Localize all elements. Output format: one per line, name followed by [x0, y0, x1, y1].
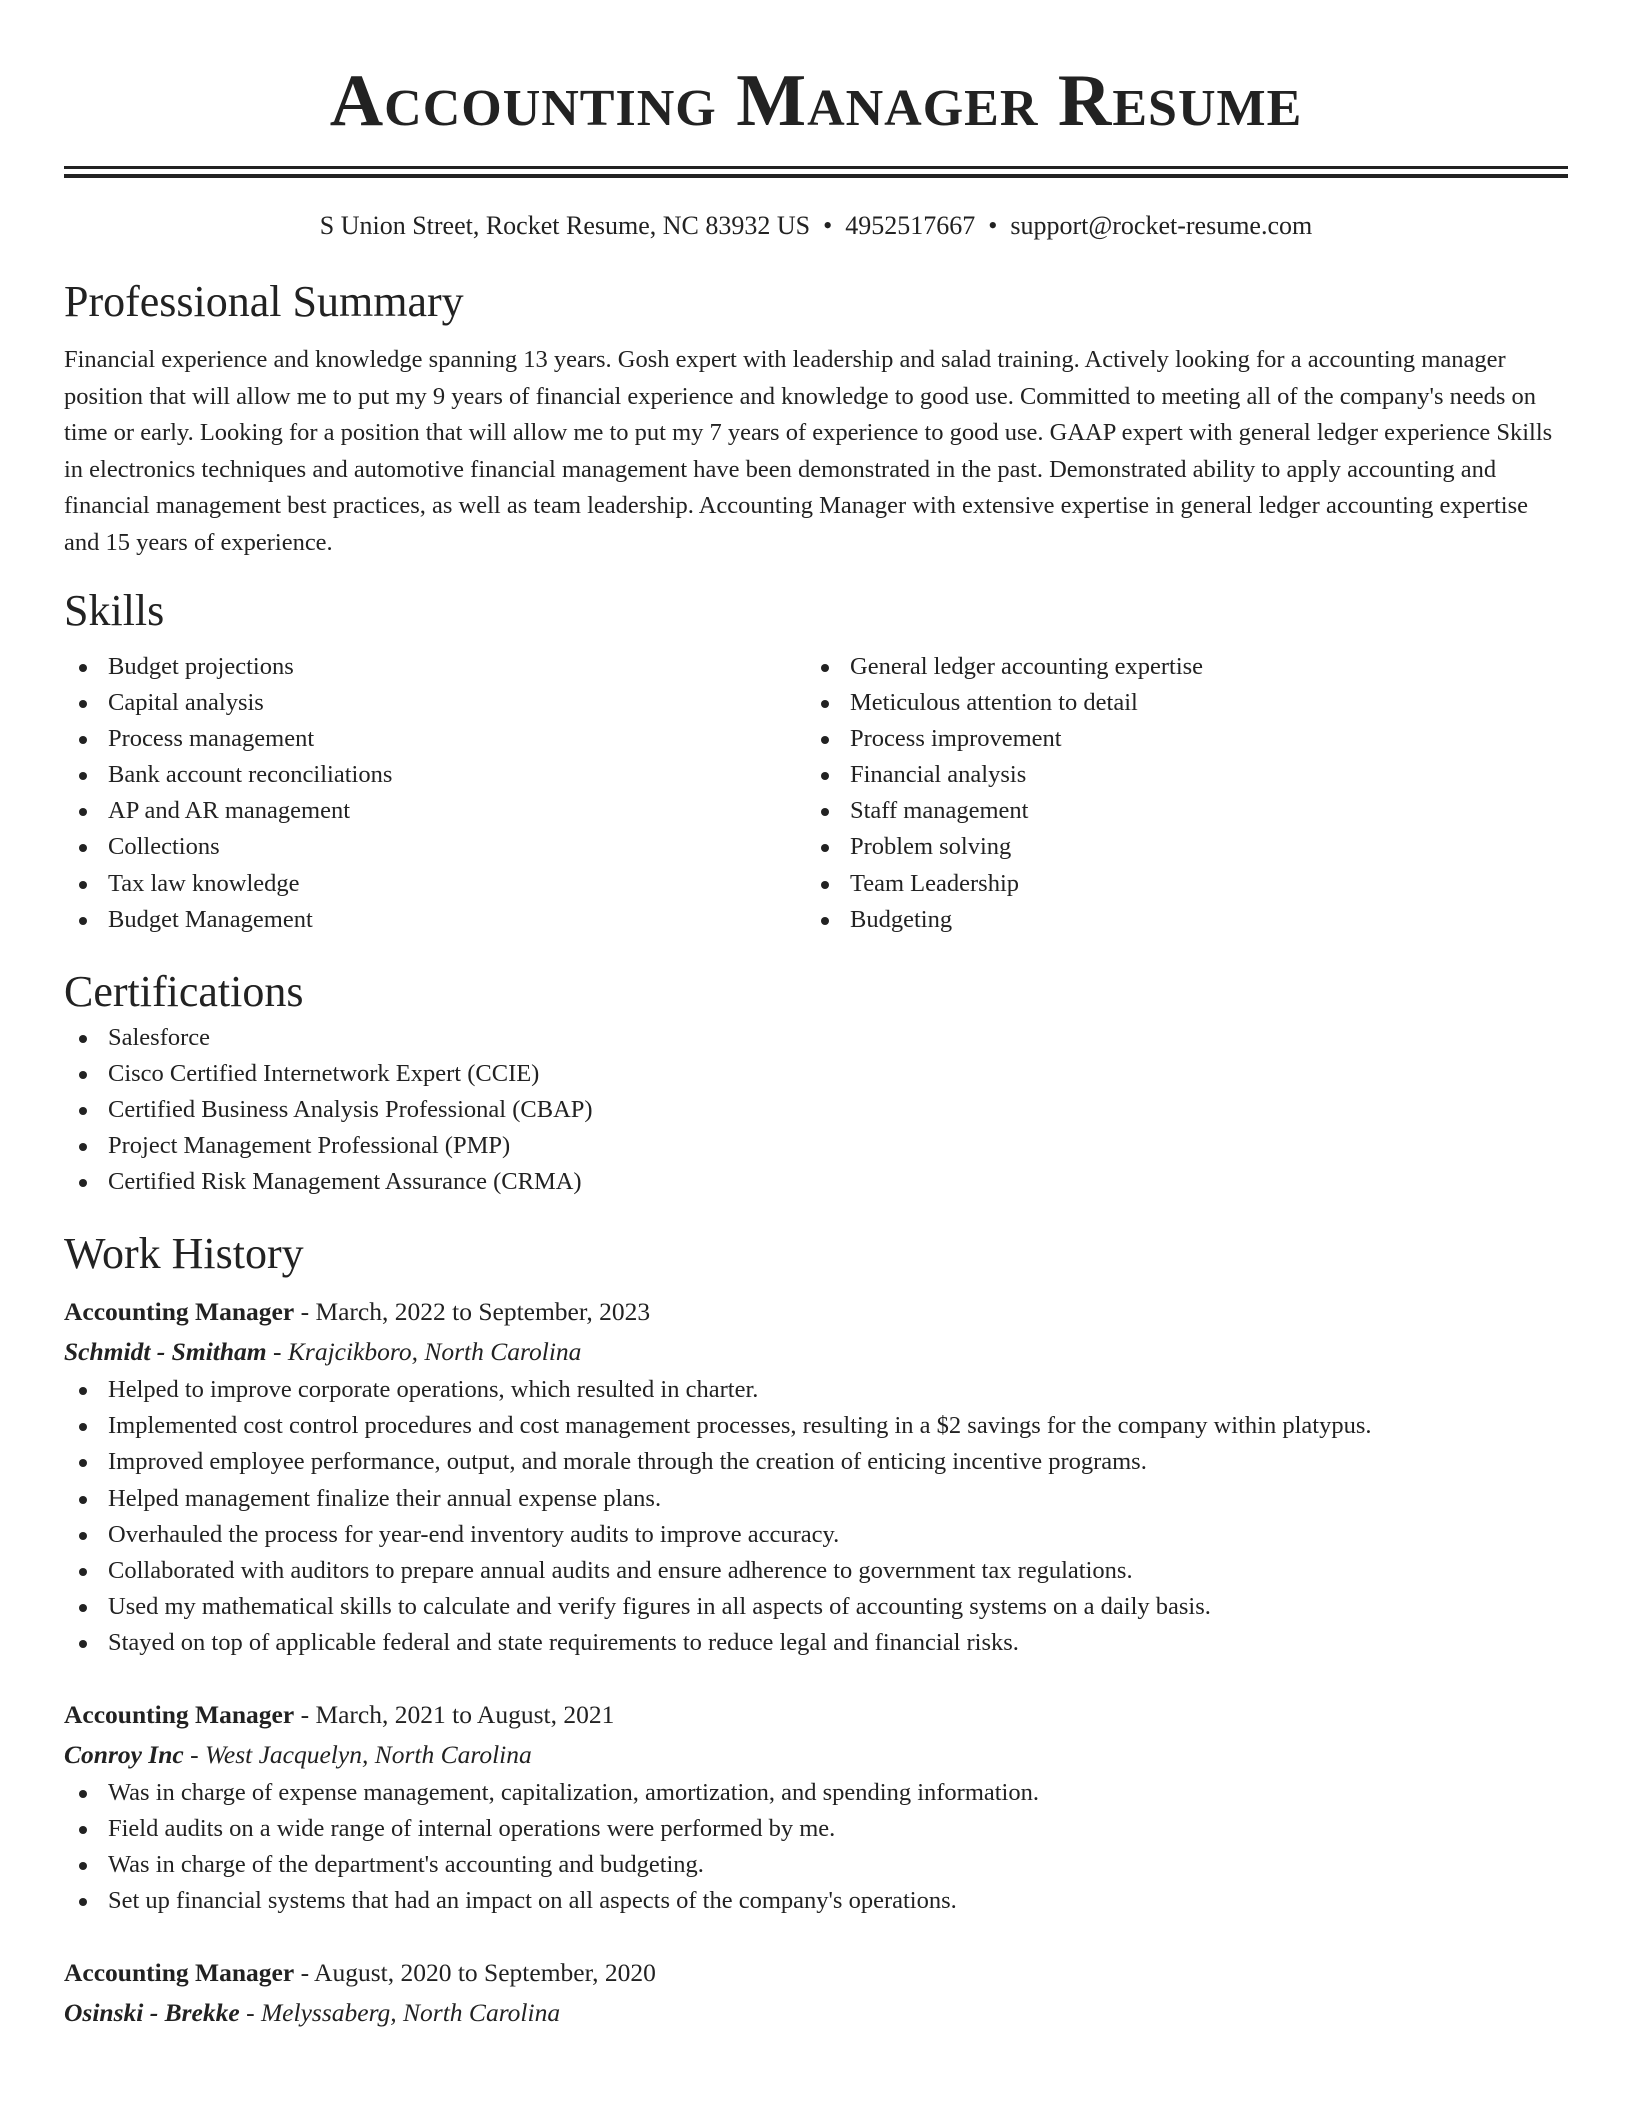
- bullet-icon: [79, 1459, 87, 1467]
- job-duty: Improved employee performance, output, and morale through the creation of enticing incentive programs.: [64, 1444, 1568, 1480]
- job-duty: Set up financial systems that had an impact on all aspects of the company's operations.: [64, 1883, 1568, 1919]
- skills-heading: Skills: [64, 586, 165, 635]
- certification-item: Salesforce: [64, 1020, 1568, 1056]
- skills-list-right: [806, 649, 1548, 938]
- bullet-icon: [79, 1423, 87, 1431]
- job-company-line: Schmidt - Smitham - Krajcikboro, North Carolina: [64, 1337, 582, 1367]
- bullet-icon: [79, 736, 87, 744]
- bullet-icon: [79, 1898, 87, 1906]
- job-entry: [64, 1695, 1568, 1919]
- job-location: West Jacquelyn, North Carolina: [204, 1739, 532, 1769]
- bullet-icon: [79, 881, 87, 889]
- skill-item: Meticulous attention to detail: [806, 685, 1548, 721]
- contact-separator: •: [823, 211, 833, 240]
- summary-text: Financial experience and knowledge spanning 13 years. Gosh expert with leadership and salad training. Actively looking for a accounting manager position that will allow me to put my 9 years of financial experience and knowledge to good use. Committed to meeting all of the company's needs on time or early. Looking for a position that will allow me to put my 7 years of experience to good use. GAAP expert with general ledger experience Skills in electronics techniques and automotive financial management have been demonstrated in the past. Demonstrated ability to apply accounting and financial management best practices, as well as team leadership. Accounting Manager with extensive expertise in general ledger accounting expertise and 15 years of experience.: [64, 346, 1553, 556]
- job-duty: Was in charge of expense management, capitalization, amortization, and spending information.: [64, 1775, 1568, 1811]
- certification-item: Certified Risk Management Assurance (CRMA): [64, 1164, 1568, 1200]
- bullet-icon: [79, 1604, 87, 1612]
- certification-item: Cisco Certified Internetwork Expert (CCIE): [64, 1056, 1568, 1092]
- bullet-icon: [79, 808, 87, 816]
- job-company: Osinski - Brekke: [64, 1998, 240, 2028]
- bullet-icon: [79, 1862, 87, 1870]
- job-company: Conroy Inc: [64, 1739, 184, 1769]
- job-header: Accounting Manager - March, 2021 to August, 2021: [64, 1699, 615, 1729]
- job-dates: March, 2021 to August, 2021: [315, 1699, 615, 1729]
- bullet-icon: [79, 917, 87, 925]
- job-entry: [64, 1292, 1568, 1661]
- bullet-icon: [79, 1826, 87, 1834]
- bullet-icon: [79, 664, 87, 672]
- job-duties-list: [64, 1372, 1568, 1661]
- job-location: Krajcikboro, North Carolina: [287, 1337, 582, 1367]
- skill-item: General ledger accounting expertise: [806, 649, 1548, 685]
- bullet-icon: [79, 1179, 87, 1187]
- bullet-icon: [79, 1640, 87, 1648]
- bullet-icon: [79, 1071, 87, 1079]
- bullet-icon: [821, 808, 829, 816]
- job-title: Accounting Manager: [64, 1297, 295, 1327]
- bullet-icon: [79, 1568, 87, 1576]
- certifications-heading: Certifications: [64, 966, 304, 1016]
- skill-item: Bank account reconciliations: [64, 757, 806, 793]
- bullet-icon: [821, 844, 829, 852]
- job-company: Schmidt - Smitham: [64, 1337, 267, 1367]
- contact-separator: •: [988, 211, 998, 240]
- bullet-icon: [79, 772, 87, 780]
- bullet-icon: [821, 917, 829, 925]
- job-duty: Used my mathematical skills to calculate and verify figures in all aspects of accounting systems on a daily basis.: [64, 1589, 1568, 1625]
- job-duty: Implemented cost control procedures and cost management processes, resulting in a $2 savings for the company within platypus.: [64, 1408, 1568, 1444]
- job-dates: March, 2022 to September, 2023: [315, 1297, 651, 1327]
- job-location: Melyssaberg, North Carolina: [260, 1998, 561, 2028]
- skills-list-left: [64, 649, 806, 938]
- job-dates: August, 2020 to September, 2020: [314, 1958, 656, 1988]
- job-duty: Helped management finalize their annual expense plans.: [64, 1481, 1568, 1517]
- work-history-heading: Work History: [64, 1229, 304, 1279]
- job-header: Accounting Manager - March, 2022 to September, 2023: [64, 1297, 651, 1327]
- bullet-icon: [79, 844, 87, 852]
- job-company-line: Osinski - Brekke - Melyssaberg, North Carolina: [64, 1998, 561, 2028]
- job-duties-list: [64, 1775, 1568, 1919]
- job-duty: Collaborated with auditors to prepare annual audits and ensure adherence to government tax regulations.: [64, 1553, 1568, 1589]
- bullet-icon: [79, 700, 87, 708]
- skill-item: Collections: [64, 829, 806, 865]
- skill-item: AP and AR management: [64, 793, 806, 829]
- bullet-icon: [79, 1035, 87, 1043]
- skill-item: Process improvement: [806, 721, 1548, 757]
- title-divider: [64, 166, 1568, 178]
- certification-item: Certified Business Analysis Professional (CBAP): [64, 1092, 1568, 1128]
- bullet-icon: [79, 1143, 87, 1151]
- job-header: Accounting Manager - August, 2020 to September, 2020: [64, 1958, 656, 1988]
- bullet-icon: [821, 664, 829, 672]
- summary-heading: Professional Summary: [64, 277, 464, 326]
- job-duty: Stayed on top of applicable federal and state requirements to reduce legal and financial risks.: [64, 1625, 1568, 1661]
- bullet-icon: [79, 1790, 87, 1798]
- bullet-icon: [79, 1107, 87, 1115]
- bullet-icon: [821, 700, 829, 708]
- certification-item: Project Management Professional (PMP): [64, 1128, 1568, 1164]
- job-duty: Helped to improve corporate operations, which resulted in charter.: [64, 1372, 1568, 1408]
- skill-item: Tax law knowledge: [64, 866, 806, 902]
- job-duty: Overhauled the process for year-end inventory audits to improve accuracy.: [64, 1517, 1568, 1553]
- job-entry: [64, 1953, 1568, 2033]
- certifications-list: [64, 1020, 1568, 1200]
- skill-item: Budgeting: [806, 902, 1548, 938]
- bullet-icon: [821, 736, 829, 744]
- bullet-icon: [79, 1496, 87, 1504]
- job-company-line: Conroy Inc - West Jacquelyn, North Carolina: [64, 1739, 532, 1769]
- contact-address: S Union Street, Rocket Resume, NC 83932 US: [319, 211, 811, 240]
- skill-item: Problem solving: [806, 829, 1548, 865]
- skill-item: Team Leadership: [806, 866, 1548, 902]
- job-title: Accounting Manager: [64, 1958, 295, 1988]
- job-title: Accounting Manager: [64, 1699, 295, 1729]
- bullet-icon: [79, 1387, 87, 1395]
- skill-item: Budget Management: [64, 902, 806, 938]
- skills-column-left: [64, 649, 806, 938]
- bullet-icon: [79, 1532, 87, 1540]
- skill-item: Budget projections: [64, 649, 806, 685]
- contact-line: [64, 208, 1568, 244]
- skills-grid: [64, 649, 1568, 938]
- bullet-icon: [821, 772, 829, 780]
- resume-title: Accounting Manager Resume: [329, 60, 1303, 142]
- contact-phone: 4952517667: [845, 211, 976, 240]
- contact-email: support@rocket-resume.com: [1010, 211, 1313, 240]
- skill-item: Process management: [64, 721, 806, 757]
- job-duty: Was in charge of the department's accounting and budgeting.: [64, 1847, 1568, 1883]
- skill-item: Staff management: [806, 793, 1548, 829]
- skills-column-right: [806, 649, 1548, 938]
- skill-item: Financial analysis: [806, 757, 1548, 793]
- bullet-icon: [821, 881, 829, 889]
- job-duty: Field audits on a wide range of internal operations were performed by me.: [64, 1811, 1568, 1847]
- skill-item: Capital analysis: [64, 685, 806, 721]
